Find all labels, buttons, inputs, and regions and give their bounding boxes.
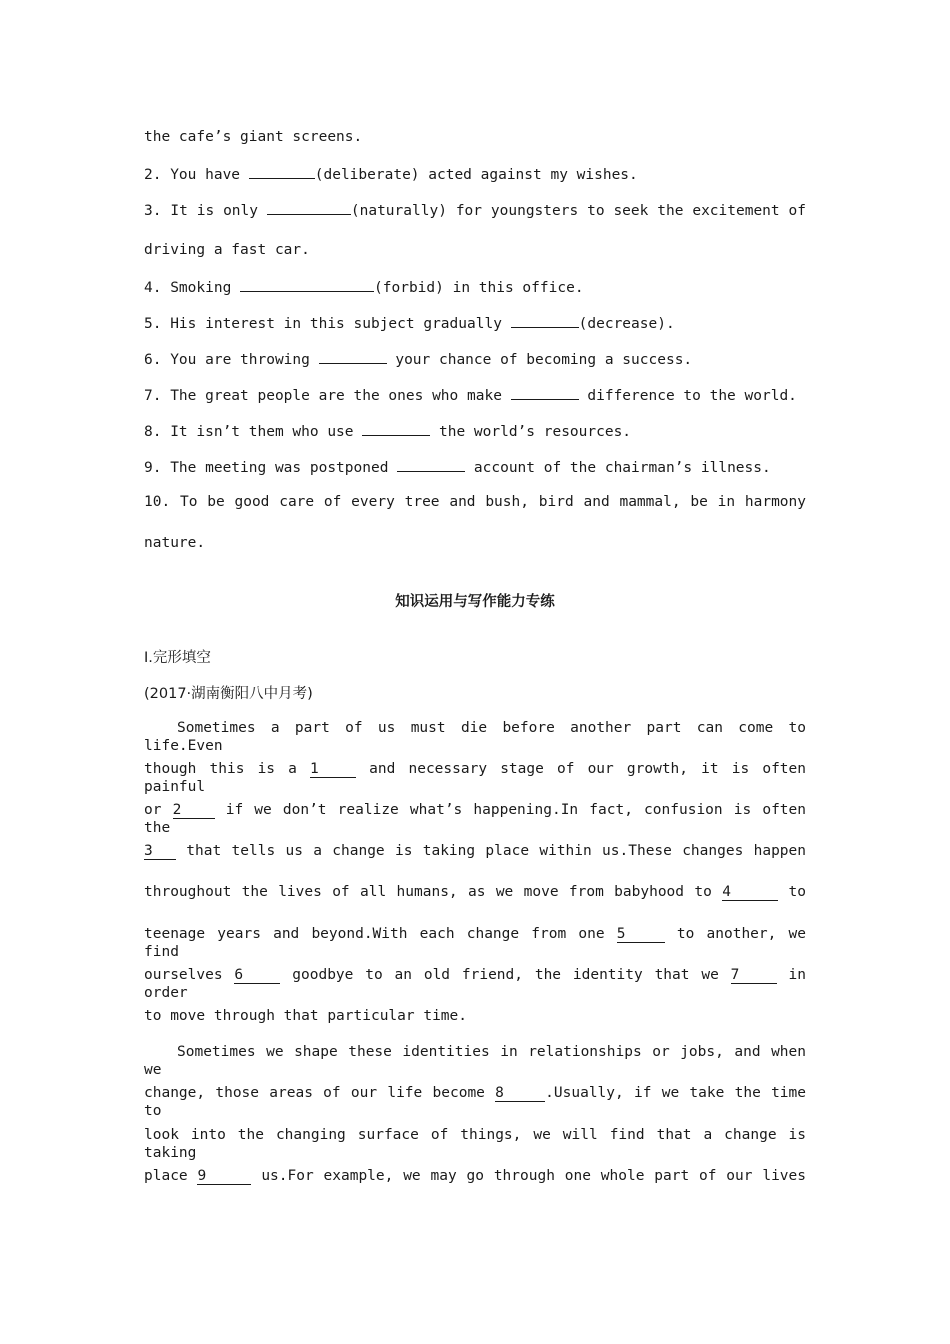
section-title: 知识运用与写作能力专练: [395, 594, 555, 610]
cloze-blank-2[interactable]: 2: [173, 802, 215, 819]
exercise-item-7: 7. The great people are the ones who make difference to the world.: [144, 385, 797, 405]
cloze-blank-7[interactable]: 7: [731, 967, 777, 984]
passage-line: to move through that particular time.: [144, 1008, 468, 1024]
cloze-blank-5[interactable]: 5: [617, 926, 665, 943]
passage-line: change, those areas of our life become 8 .Usually, if we take the time to: [144, 1085, 806, 1119]
cloze-blank-8[interactable]: 8: [495, 1085, 545, 1102]
exercise-item-5: 5. His interest in this subject gradually (decrease).: [144, 313, 675, 333]
cloze-blank-3[interactable]: 3: [144, 843, 176, 860]
exercise-item-2: 2. You have (deliberate) acted against my wishes.: [144, 164, 638, 184]
exercise-item-8: 8. It isn’t them who use the world’s resources.: [144, 421, 631, 441]
passage-line: though this is a 1 and necessary stage of our growth, it is often painful: [144, 761, 806, 795]
passage-line: 3 that tells us a change is taking place within us.These changes happen: [144, 843, 806, 859]
cloze-blank-4[interactable]: 4: [722, 884, 778, 901]
answer-blank[interactable]: [319, 349, 387, 364]
answer-blank[interactable]: [511, 313, 579, 328]
passage-line: ourselves 6 goodbye to an old friend, the identity that we 7 in order: [144, 967, 806, 1001]
exercise-item-9: 9. The meeting was postponed account of the chairman’s illness.: [144, 457, 771, 477]
passage-line: look into the changing surface of things, we will find that a change is taking: [144, 1127, 806, 1161]
cloze-blank-9[interactable]: 9: [197, 1168, 251, 1185]
cloze-blank-1[interactable]: 1: [310, 761, 356, 778]
answer-blank[interactable]: [511, 385, 579, 400]
passage-line: teenage years and beyond.With each change from one 5 to another, we find: [144, 926, 806, 960]
answer-blank[interactable]: [362, 421, 430, 436]
exercise-item-10-cont: nature.: [144, 535, 206, 551]
cloze-blank-6[interactable]: 6: [234, 967, 280, 984]
exercise-item-6: 6. You are throwing your chance of becoming a success.: [144, 349, 692, 369]
exercise-item-4: 4. Smoking (forbid) in this office.: [144, 277, 584, 297]
passage-line: Sometimes a part of us must die before another part can come to life.Even: [144, 720, 806, 754]
passage-line: or 2 if we don’t realize what’s happening.In fact, confusion is often the: [144, 802, 806, 836]
answer-blank[interactable]: [267, 200, 351, 215]
passage-line: throughout the lives of all humans, as we move from babyhood to 4 to: [144, 884, 806, 900]
exercise-item-10: 10. To be good care of every tree and bush, bird and mammal, be in harmony: [144, 494, 806, 510]
exercise-item-3-cont: driving a fast car.: [144, 242, 310, 258]
answer-blank[interactable]: [240, 277, 374, 292]
source-note: (2017·湖南衡阳八中月考): [144, 686, 313, 702]
exercise-line-1: the cafe’s giant screens.: [144, 129, 363, 145]
exercise-item-3: 3. It is only (naturally) for youngsters to seek the excitement of: [144, 200, 806, 220]
passage-line: place 9 us.For example, we may go through one whole part of our lives: [144, 1168, 806, 1184]
part-label: Ⅰ.完形填空: [144, 650, 211, 666]
answer-blank[interactable]: [249, 164, 315, 179]
passage-line: Sometimes we shape these identities in relationships or jobs, and when we: [144, 1044, 806, 1078]
answer-blank[interactable]: [397, 457, 465, 472]
